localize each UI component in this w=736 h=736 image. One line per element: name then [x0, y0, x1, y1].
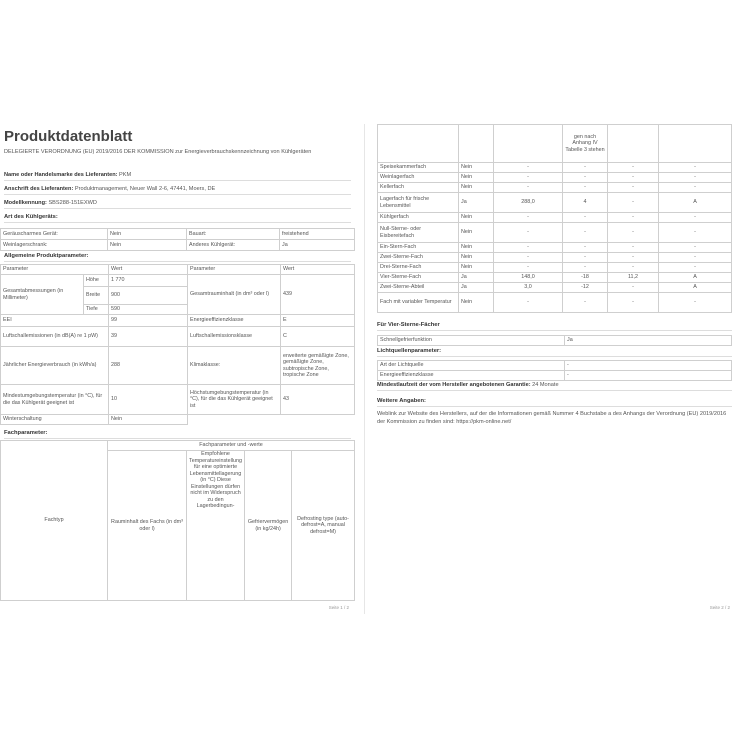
- table-row: Drei-Sterne-Fach Nein - - - -: [378, 263, 732, 273]
- general-params-header: Allgemeine Produktparameter:: [4, 251, 351, 262]
- table-row: Parameter Wert Parameter Wert: [1, 265, 355, 275]
- table-row: Weinlagerschrank: Nein Anderes Kühlgerät: Ja: [1, 240, 355, 251]
- page-title: Produktdatenblatt: [4, 128, 133, 145]
- brand-line: [4, 170, 351, 181]
- table-row: Rauminhalt des Fachs (in dm³ oder l) Empfohlene Temperatureinstellung für eine optimierte Lebensmittellagerung (in °C) Diese Einstellungen dürfen nicht im Widerspruch zu den Lagerbedingun- Gefriervermögen (in kg/24h) Defrosting type (auto-defrost=A, manual defrost=M): [1, 451, 355, 601]
- table-row: Art der Lichtquelle -: [378, 361, 732, 371]
- light-header: Lichtquellenparameter:: [377, 346, 732, 357]
- more-info-text: Weblink zur Website des Herstellers, auf der die Informationen gemäß Nummer 4 Buchstabe a des Anhangs der Verordnung (EU) 2019/2016 der Kommission zu finden sind: https://pkm-online.net/: [377, 411, 727, 425]
- volume-value: 439: [281, 275, 355, 315]
- page-2: [373, 124, 736, 614]
- table-row: EEI 99 Energieeffizienzklasse E: [1, 315, 355, 327]
- table-row: Fach mit variabler Temperatur Nein - - - -: [378, 293, 732, 313]
- type-header: Art des Kühlgeräts:: [4, 212, 351, 223]
- table-row: [378, 125, 732, 163]
- address-label: Anschrift des Lieferanten:: [4, 186, 74, 192]
- table-row: Geräuscharmes Gerät: Nein Bauart: freistehend: [1, 229, 355, 240]
- dims-label: Gesamtabmessungen (in Millimeter): [1, 275, 84, 315]
- table-row: Tiefe 590: [1, 305, 355, 315]
- brand-value: PKM: [119, 172, 132, 178]
- fach-header: Fachparameter:: [4, 428, 351, 439]
- page-footer: Seite 1 / 2: [328, 605, 349, 610]
- table-row: Lagerfach für frische Lebensmittel Ja 288,0 4 - A: [378, 193, 732, 213]
- page-gap: [364, 124, 365, 614]
- more-info-header: Weitere Angaben:: [377, 396, 732, 407]
- table-row: Zwei-Sterne-Fach Nein - - - -: [378, 253, 732, 263]
- volume-label: Gesamtrauminhalt (in dm³ oder l): [188, 275, 281, 315]
- table-row: Gesamtabmessungen (in Millimeter) Höhe 1 770 Gesamtrauminhalt (in dm³ oder l) 439: [1, 275, 355, 287]
- address-line: [4, 184, 351, 195]
- fach-type-label: Fachtyp: [1, 441, 108, 601]
- four-star-header: Für Vier-Sterne-Fächer: [377, 320, 732, 331]
- fach-table: [0, 440, 355, 601]
- model-value: SBS288-151EXWD: [48, 200, 97, 206]
- address-value: Produktmanagement, Neuer Wall 2-6, 47441, Moers, DE: [74, 186, 216, 192]
- type-table: [0, 228, 355, 251]
- table-row: Winterschaltung Nein: [1, 415, 355, 425]
- warranty-line: [377, 380, 732, 391]
- table-row: Ein-Stern-Fach Nein - - - -: [378, 243, 732, 253]
- fach-group-label: Fachparameter und -werte: [108, 441, 355, 451]
- table-row: Breite 900: [1, 287, 355, 305]
- table-row: Schnellgefrierfunktion Ja: [378, 336, 732, 346]
- table-row: [1, 441, 355, 451]
- page-1: [0, 124, 355, 614]
- table-row: Jährlicher Energieverbrauch (in kWh/a) 288 Klimaklasse: erweiterte gemäßigte Zone, gemäßigte Zone, subtropische Zone, tropische Zone: [1, 347, 355, 385]
- warranty-label: Mindestlaufzeit der vom Hersteller angebotenen Garantie:: [377, 382, 531, 388]
- top-note: gen nach Anhang IV Tabelle 3 stehen: [563, 125, 608, 163]
- page-footer: Seite 2 / 2: [709, 605, 730, 610]
- table-row: Vier-Sterne-Fach Ja 148,0 -18 11,2 A: [378, 273, 732, 283]
- brand-label: Name oder Handelsmarke des Lieferanten:: [4, 172, 118, 178]
- model-label: Modellkennung:: [4, 200, 47, 206]
- table-row: Null-Sterne- oder Eisbereitefach Nein - - - -: [378, 223, 732, 243]
- light-table: [377, 360, 732, 381]
- table-row: Weinlagerfach Nein - - - -: [378, 173, 732, 183]
- table-row: Speisekammerfach Nein - - - -: [378, 163, 732, 173]
- general-params-table: [0, 264, 355, 425]
- table-row: Kellerfach Nein - - - -: [378, 183, 732, 193]
- table-row: Luftschallemissionen (in dB(A) re 1 pW) 39 Luftschallemissionsklasse C: [1, 327, 355, 347]
- table-row: Kühlgerfach Nein - - - -: [378, 213, 732, 223]
- warranty-value: 24 Monate: [532, 382, 559, 388]
- table-row: Energieeffizienzklasse -: [378, 371, 732, 381]
- model-line: [4, 198, 351, 209]
- table-row: Mindestumgebungstemperatur (in °C), für die das Kühlgerät geeignet ist 10 Höchstumgebungstemperatur (in °C), für die das Kühlgerät geeignet ist 43: [1, 385, 355, 415]
- table-row: Zwei-Sterne-Abteil Ja 3,0 -12 - A: [378, 283, 732, 293]
- quick-freeze-table: [377, 335, 732, 346]
- compartment-table: [377, 124, 732, 313]
- regulation-subtitle: DELEGIERTE VERORDNUNG (EU) 2019/2016 DER KOMMISSION zur Energieverbrauchskennzeichnung von Kühlgeräten: [4, 149, 312, 155]
